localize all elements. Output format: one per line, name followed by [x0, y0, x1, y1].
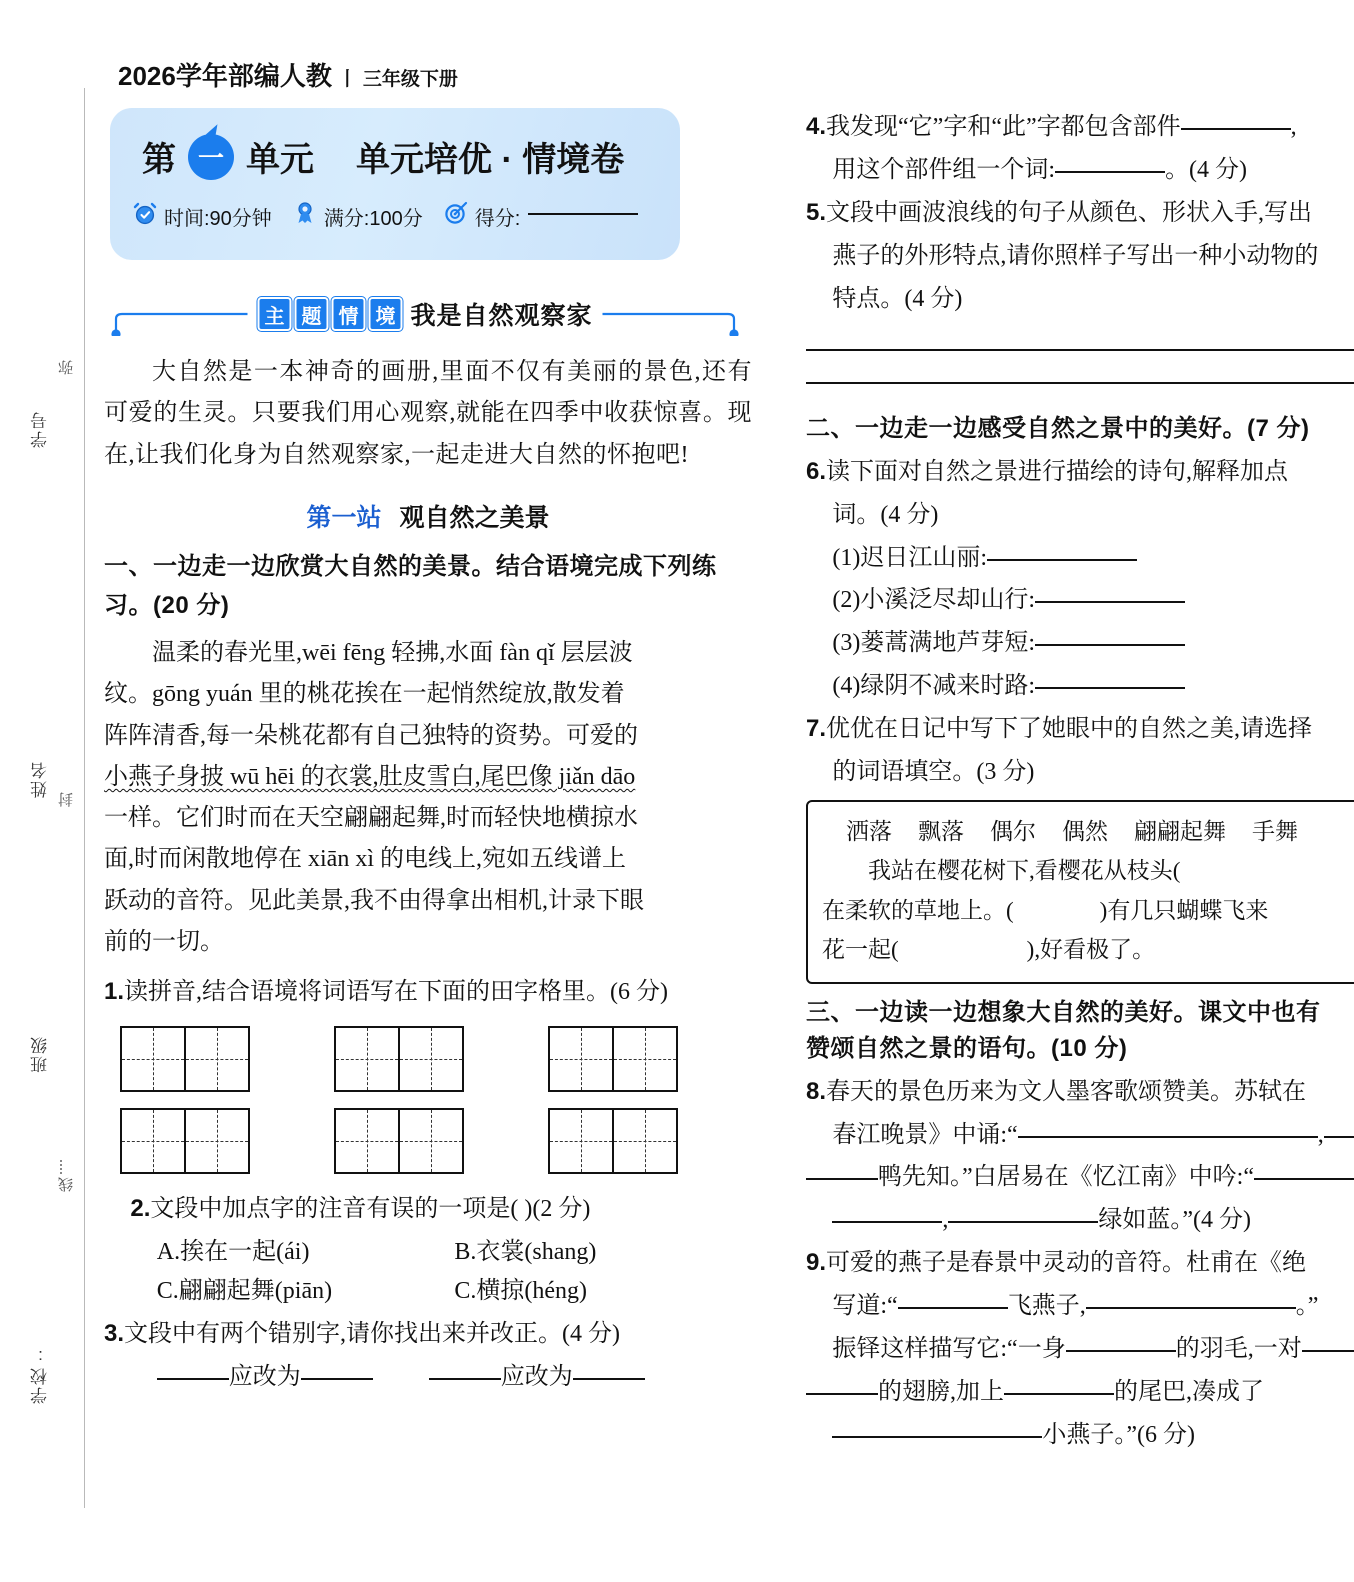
- tianzige-row-1: [104, 1026, 752, 1092]
- question-1-number: 1.: [104, 978, 125, 1006]
- section-three-heading-line-2: 赞颂自然之景的语句。(10 分): [806, 1035, 1128, 1063]
- q7-fill-text-2a: 在柔软的草地上。(: [822, 897, 1014, 923]
- station-one-title: 观自然之美景: [399, 503, 550, 532]
- theme-banner-center: [247, 296, 602, 332]
- question-2-option-d[interactable]: C.横掠(héng): [454, 1277, 588, 1304]
- question-6-item-1: [806, 539, 1354, 578]
- q9-blank-4[interactable]: [1302, 1349, 1354, 1352]
- q4-blank-2[interactable]: [1055, 170, 1165, 173]
- tianzige-box[interactable]: [334, 1108, 464, 1174]
- word-bank-item[interactable]: 偶尔: [990, 818, 1036, 844]
- q8-comma-2: ,: [942, 1207, 949, 1234]
- seal-label-name: 姓名: [31, 760, 50, 798]
- passage-line-5: 面,时而闲散地停在 xiān xì 的电线上,宛如五线谱上: [104, 846, 626, 873]
- question-2-options-row-2: [104, 1272, 752, 1311]
- q3-label-2: 应改为: [500, 1363, 573, 1390]
- q9-text-4a: 的翅膀,加上: [878, 1378, 1004, 1405]
- tianzige-box[interactable]: [548, 1108, 678, 1174]
- theme-tag-chars: [257, 297, 402, 331]
- q8-blank-3[interactable]: [806, 1177, 878, 1180]
- word-bank-item[interactable]: 飘落: [918, 818, 964, 844]
- intro-passage: 大自然是一本神奇的画册,里面不仅有美丽的景色,还有可爱的生灵。只要我们用心观察,就能在四季中收获惊喜。现在,让我们化身为自然观察家,一起走进大自然的怀抱吧!: [104, 359, 752, 468]
- question-8-line-1: [806, 1073, 1354, 1112]
- word-bank-item[interactable]: 翩翩起舞: [1134, 818, 1226, 844]
- passage-line-7: 前的一切。: [104, 928, 224, 955]
- q3-blank-3[interactable]: [429, 1377, 501, 1380]
- q9-text-4b: 的尾巴,凑成了: [1114, 1378, 1264, 1405]
- leaf-icon: [206, 121, 221, 138]
- q9-blank-1[interactable]: [898, 1306, 1008, 1309]
- word-bank-item[interactable]: 偶然: [1062, 818, 1108, 844]
- question-9-line-3: [806, 1330, 1354, 1369]
- tianzige-box[interactable]: [120, 1026, 250, 1092]
- theme-banner: [108, 296, 742, 342]
- station-one-heading: [104, 498, 752, 539]
- question-1-text: 读拼音,结合语境将词语写在下面的田字格里。(6 分): [124, 979, 668, 1006]
- target-icon: [443, 200, 469, 232]
- q3-label-1: 应改为: [228, 1363, 301, 1390]
- theme-title: 我是自然观察家: [410, 302, 593, 330]
- header-grade: 三年级下册: [362, 69, 458, 90]
- tianzige-cell[interactable]: [184, 1028, 248, 1090]
- passage-line-4: 一样。它们时而在天空翩翩起舞,时而轻快地横掠水: [104, 805, 638, 832]
- q9-blank-7[interactable]: [832, 1435, 1042, 1438]
- unit-number-badge: [188, 134, 234, 180]
- question-9-line-1: [806, 1244, 1354, 1283]
- question-9-line-2: [806, 1287, 1354, 1326]
- question-3: [104, 1315, 752, 1354]
- question-2-option-c[interactable]: C.翩翩起舞(piān): [156, 1277, 333, 1304]
- question-6-line-2: 词。(4 分): [832, 501, 939, 528]
- seal-margin: [0, 0, 86, 1582]
- section-two-heading: 二、一边走一边感受自然之景中的美好。(7 分): [806, 415, 1310, 443]
- tianzige-box[interactable]: [120, 1108, 250, 1174]
- tianzige-cell[interactable]: [336, 1110, 398, 1172]
- q7-fill-line-1: [822, 851, 1350, 891]
- seal-label-feng: 封: [58, 790, 75, 807]
- full-score-label: 满分:100分: [323, 207, 423, 230]
- question-9-line-4: [806, 1373, 1354, 1412]
- q8-text-4: 绿如蓝。”(4 分): [1098, 1207, 1252, 1234]
- word-bank-item[interactable]: 手舞: [1252, 818, 1298, 844]
- question-5-line-3: 特点。(4 分): [832, 285, 963, 312]
- q3-blank-4[interactable]: [573, 1377, 645, 1380]
- q9-blank-5[interactable]: [806, 1392, 878, 1395]
- theme-tag-char-0: 主: [257, 297, 291, 331]
- q6-blank-4[interactable]: [1035, 686, 1185, 689]
- question-2-options-row-1: [104, 1233, 752, 1272]
- q6-blank-3[interactable]: [1035, 643, 1185, 646]
- q6-blank-1[interactable]: [987, 558, 1137, 561]
- q3-blank-1[interactable]: [157, 1377, 229, 1380]
- question-2-text[interactable]: 文段中加点字的注音有误的一项是( )(2 分): [150, 1196, 591, 1223]
- question-4-text-2: 用这个部件组一个词:: [832, 156, 1056, 183]
- passage-line-1: 纹。gōng yuán 里的桃花挨在一起悄然绽放,散发着: [104, 681, 625, 708]
- question-6-number: 6.: [806, 457, 827, 485]
- question-9-text-1: 可爱的燕子是春景中灵动的音符。杜甫在《绝: [826, 1250, 1307, 1277]
- q6-item-3-text: (3)蒌蒿满地芦芽短:: [832, 630, 1036, 657]
- tianzige-cell[interactable]: [550, 1110, 612, 1172]
- passage-line-2: 阵阵清香,每一朵桃花都有自己独特的资势。可爱的: [104, 722, 638, 749]
- question-2: [104, 1190, 752, 1229]
- question-7-line-2: 的词语填空。(3 分): [832, 758, 1035, 785]
- tianzige-cell[interactable]: [398, 1110, 462, 1172]
- got-score-label: 得分:: [474, 207, 521, 230]
- question-5-answer-lines: [806, 348, 1354, 384]
- question-4-line-2: [806, 151, 1354, 190]
- question-7-line-1: [806, 710, 1354, 749]
- q9-text-2c: 。”: [1295, 1293, 1319, 1320]
- question-8-line-2: [806, 1116, 1354, 1155]
- exam-title-card: [110, 108, 680, 260]
- theme-tag-char-1: 题: [294, 297, 328, 331]
- q6-blank-2[interactable]: [1035, 600, 1185, 603]
- question-4-text-1: 我发现“它”字和“此”字都包含部件: [826, 114, 1181, 140]
- q7-fill-text-3a: 花一起(: [822, 937, 899, 963]
- q9-text-5: 小燕子。”(6 分): [1042, 1421, 1196, 1448]
- question-2-number: 2.: [130, 1195, 151, 1223]
- unit-number: 一: [197, 143, 224, 173]
- q8-blank-4[interactable]: [1254, 1177, 1354, 1180]
- word-bank-item[interactable]: 洒落: [846, 818, 892, 844]
- passage-line-0: 温柔的春光里,wēi fēng 轻拂,水面 fàn qǐ 层层波: [152, 640, 633, 667]
- q4-blank-1[interactable]: [1181, 127, 1291, 130]
- q7-fill-text-1: 我站在樱花树下,看樱花从枝头(: [868, 858, 1181, 884]
- question-9-number: 9.: [806, 1249, 827, 1277]
- medal-icon: [292, 200, 318, 232]
- q9-blank-6[interactable]: [1004, 1392, 1114, 1395]
- question-8-number: 8.: [806, 1077, 827, 1105]
- question-4-tail-1: ,: [1290, 114, 1297, 140]
- q8-blank-5[interactable]: [832, 1220, 942, 1223]
- section-three-heading-line-1: 三、一边读一边想象大自然的美好。课文中也有: [806, 998, 1321, 1026]
- right-column: [806, 104, 1354, 1459]
- seal-label-mi: 弥: [58, 358, 75, 375]
- station-one-label: 第一站: [306, 503, 382, 532]
- page-title: [118, 56, 458, 93]
- tianzige-box[interactable]: [548, 1026, 678, 1092]
- tianzige-cell[interactable]: [336, 1028, 398, 1090]
- question-3-number: 3.: [104, 1319, 125, 1347]
- score-blank-field[interactable]: [528, 212, 638, 215]
- question-2-option-a[interactable]: A.挨在一起(ái): [156, 1238, 310, 1265]
- tianzige-cell[interactable]: [184, 1110, 248, 1172]
- question-6-item-2: [806, 581, 1354, 620]
- seal-label-class: 班级: [31, 1035, 50, 1073]
- tianzige-cell[interactable]: [612, 1110, 676, 1172]
- tianzige-cell[interactable]: [550, 1028, 612, 1090]
- unit-prefix: 第: [142, 141, 176, 179]
- question-8-line-3: [806, 1158, 1354, 1197]
- question-4-tail-2: 。(4 分): [1165, 156, 1248, 183]
- seal-rule-line: [84, 88, 85, 1508]
- q6-item-2-text: (2)小溪泛尽却山行:: [832, 587, 1036, 614]
- q9-blank-2[interactable]: [1086, 1306, 1296, 1309]
- question-9-line-5: [806, 1416, 1354, 1455]
- unit-title-row: [142, 132, 624, 181]
- question-7-word-box: [806, 800, 1354, 984]
- q7-fill-line-3: [822, 930, 1350, 970]
- word-bank: [822, 812, 1350, 852]
- q8-comma-1: ,: [1317, 1121, 1324, 1148]
- exam-type-title: 单元培优 · 情境卷: [356, 141, 625, 179]
- seal-label-student-id: 学号: [31, 410, 50, 448]
- seal-label-school: 学校:: [31, 1345, 50, 1404]
- reading-passage: [104, 633, 752, 963]
- left-column: [104, 352, 752, 1400]
- question-1: [104, 973, 752, 1012]
- tianzige-cell[interactable]: [122, 1028, 184, 1090]
- answer-line[interactable]: [806, 348, 1354, 351]
- theme-tag-char-2: 情: [331, 297, 365, 331]
- q7-fill-line-2: [822, 891, 1350, 931]
- tianzige-cell[interactable]: [612, 1028, 676, 1090]
- q8-blank-1[interactable]: [1018, 1135, 1318, 1138]
- exam-meta-row: [132, 200, 638, 232]
- tianzige-box[interactable]: [334, 1026, 464, 1092]
- q8-text-3: 鸭先知。”白居易在《忆江南》中吟:“: [878, 1164, 1254, 1191]
- question-6-item-3: [806, 624, 1354, 663]
- question-6-line-1: [806, 453, 1354, 492]
- question-5-number: 5.: [806, 198, 827, 226]
- q8-text-2: 春江晚景》中诵:“: [832, 1121, 1018, 1148]
- question-8-text-1: 春天的景色历来为文人墨客歌颂赞美。苏轼在: [826, 1078, 1307, 1105]
- passage-line-6: 跃动的音符。见此美景,我不由得拿出相机,计录下眼: [104, 887, 644, 914]
- passage-line-3: 小燕子身披 wū hēi 的衣裳,肚皮雪白,尾巴像 jiǎn dāo: [104, 763, 636, 790]
- q9-text-3a: 振铎这样描写它:“一身: [832, 1335, 1066, 1362]
- q8-blank-6[interactable]: [948, 1220, 1098, 1223]
- seal-dash-mark: [60, 1160, 63, 1174]
- answer-line[interactable]: [806, 381, 1354, 384]
- question-7-text-1: 优优在日记中写下了她眼中的自然之美,请选择: [826, 716, 1313, 743]
- q8-blank-2[interactable]: [1324, 1135, 1354, 1138]
- q6-item-1-text: (1)迟日江山丽:: [832, 544, 988, 571]
- header-year: 2026学年部编人教: [118, 61, 332, 91]
- question-5-line-2: 燕子的外形特点,请你照样子写出一种小动物的: [832, 242, 1319, 269]
- header-separator: 丨: [337, 69, 357, 90]
- tianzige-row-2: [104, 1108, 752, 1174]
- question-8-line-4: [806, 1201, 1354, 1240]
- question-3-text: 文段中有两个错别字,请你找出来并改正。(4 分): [124, 1320, 620, 1347]
- alarm-clock-icon: [132, 200, 158, 232]
- seal-label-xian: 线: [58, 1175, 75, 1192]
- q9-text-2b: 飞燕子,: [1007, 1293, 1086, 1320]
- question-3-answer-row: [104, 1358, 752, 1397]
- question-4-line-1: [806, 108, 1354, 147]
- question-5-line-1: [806, 194, 1354, 233]
- tianzige-cell[interactable]: [122, 1110, 184, 1172]
- time-label: 时间:90分钟: [164, 207, 272, 230]
- theme-tag-char-3: 境: [368, 297, 402, 331]
- q9-text-2a: 写道:“: [832, 1293, 898, 1320]
- q3-blank-2[interactable]: [301, 1377, 373, 1380]
- tianzige-grid-area: [104, 1026, 752, 1174]
- q9-blank-3[interactable]: [1066, 1349, 1176, 1352]
- question-6-item-4: [806, 667, 1354, 706]
- q7-fill-text-2b: )有几只蝴蝶飞来: [1099, 897, 1269, 923]
- tianzige-cell[interactable]: [398, 1028, 462, 1090]
- question-6-text-1: 读下面对自然之景进行描绘的诗句,解释加点: [826, 458, 1289, 485]
- question-2-option-b[interactable]: B.衣裳(shang): [454, 1238, 597, 1265]
- unit-word: 单元: [246, 141, 314, 179]
- question-7-number: 7.: [806, 715, 827, 743]
- q9-text-3b: 的羽毛,一对: [1175, 1335, 1302, 1362]
- q6-item-4-text: (4)绿阴不减来时路:: [832, 673, 1036, 700]
- q7-fill-text-3b: ),好看极了。: [1026, 937, 1156, 963]
- question-4-number: 4.: [806, 113, 827, 140]
- question-5-text-1: 文段中画波浪线的句子从颜色、形状入手,写出: [826, 199, 1313, 226]
- section-one-heading: 一、一边走一边欣赏大自然的美景。结合语境完成下列练习。(20 分): [104, 553, 717, 619]
